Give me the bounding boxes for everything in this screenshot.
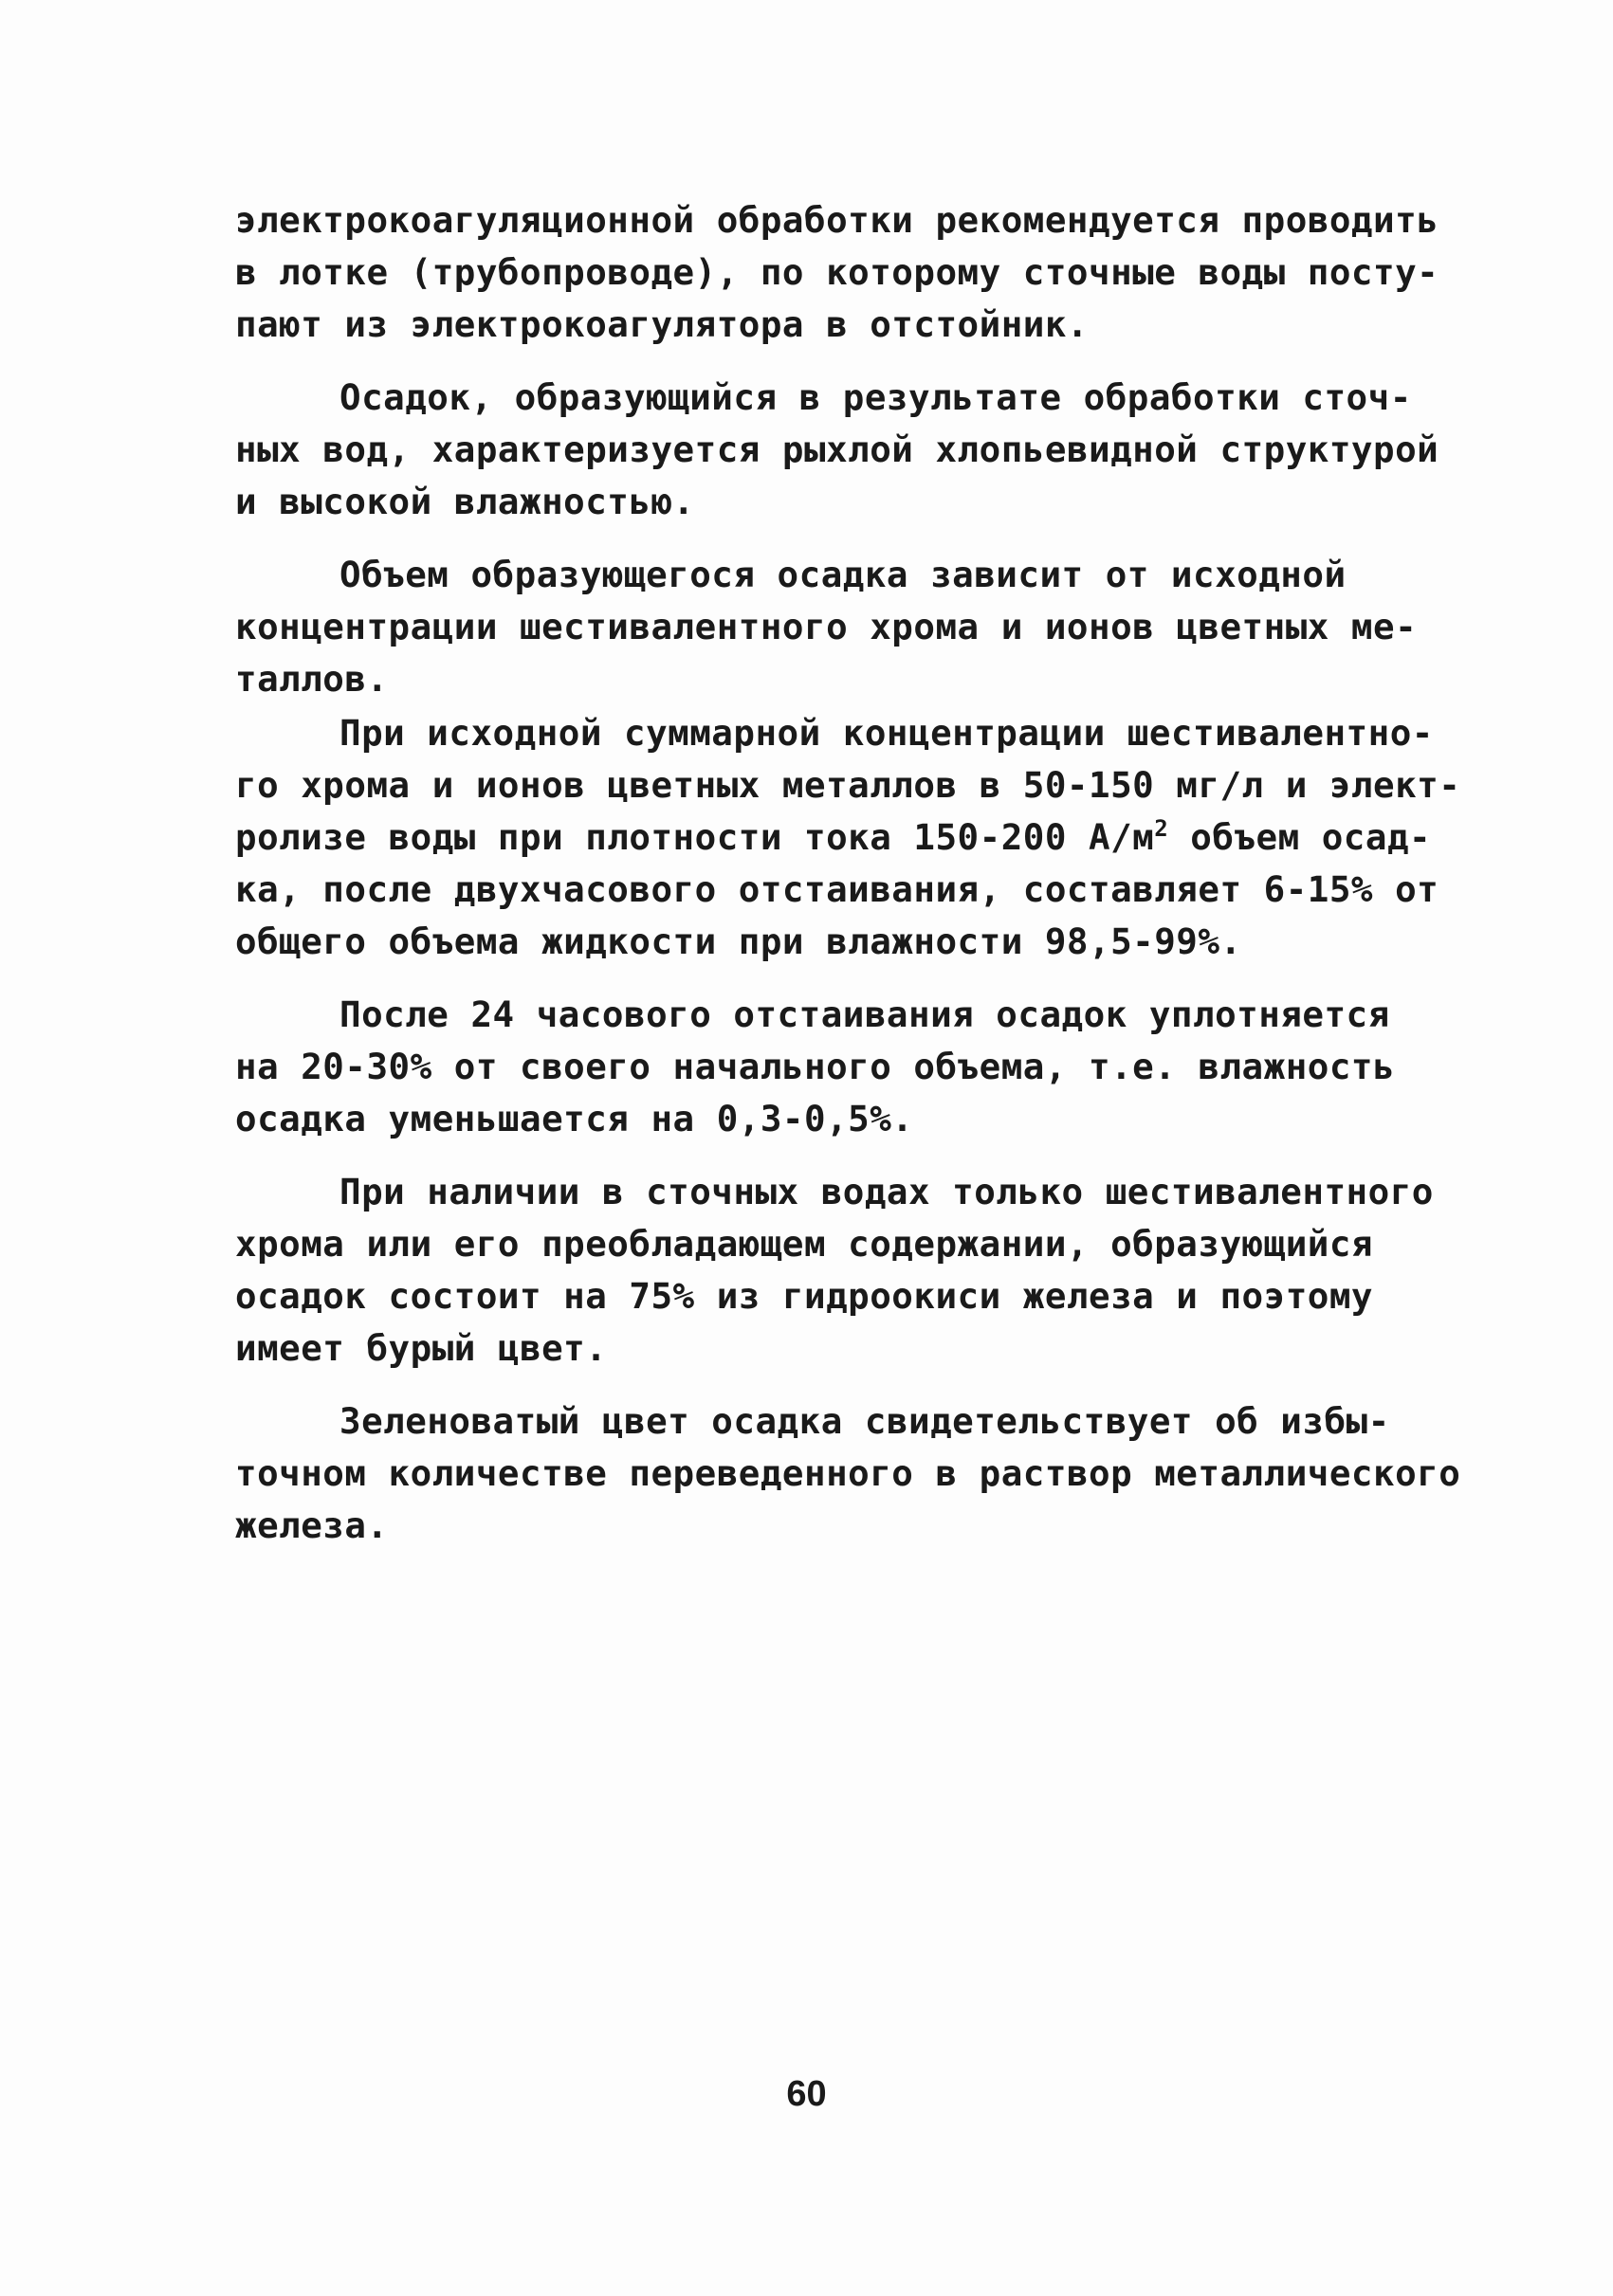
text-line: концентрации шестивалентного хрома и ионов цветных ме- — [235, 606, 1418, 647]
text-line: общего объема жидкости при влажности 98,5-99%. — [235, 920, 1242, 962]
text-line: и высокой влажностью. — [235, 481, 695, 522]
text-line: ка, после двухчасового отстаивания, составляет 6-15% от — [235, 868, 1439, 910]
page-number: 60 — [786, 2074, 827, 2114]
paragraph-4 — [235, 707, 1461, 968]
text-line — [235, 811, 1439, 864]
text-line: Осадок, образующийся в результате обработки сточ- — [339, 376, 1412, 418]
text-line-part: ролизе воды при плотности тока 150-200 А/м — [235, 816, 1155, 858]
text-line: После 24 часового отстаивания осадок уплотняется — [339, 993, 1390, 1035]
text-line: на 20-30% от своего начального объема, т.е. влажность — [235, 1046, 1396, 1087]
paragraph-5 — [235, 989, 1439, 1145]
text-line: ных вод, характеризуется рыхлой хлопьевидной структурой — [235, 428, 1439, 470]
paragraph-6 — [235, 1166, 1439, 1375]
text-line: таллов. — [235, 658, 389, 700]
paragraph-2 — [235, 372, 1439, 528]
paragraph-7 — [235, 1395, 1461, 1552]
text-line: хрома или его преобладающем содержании, образующийся — [235, 1223, 1373, 1265]
text-line: При исходной суммарной концентрации шестивалентно- — [339, 712, 1434, 754]
body-text — [235, 194, 1461, 1573]
text-line: осадок состоит на 75% из гидроокиси железа и поэтому — [235, 1275, 1373, 1317]
text-line: пают из электрокоагулятора в отстойник. — [235, 303, 1089, 345]
text-line: Зеленоватый цвет осадка свидетельствует об избы- — [339, 1400, 1390, 1442]
text-line-part: объем осад- — [1168, 816, 1432, 858]
text-line: электрокоагуляционной обработки рекомендуется проводить — [235, 199, 1439, 241]
text-line: го хрома и ионов цветных металлов в 50-150 мг/л и элект- — [235, 764, 1461, 806]
text-line: При наличии в сточных водах только шестивалентного — [339, 1171, 1434, 1212]
text-line: точном количестве переведенного в раствор металлического — [235, 1452, 1461, 1494]
superscript: 2 — [1154, 815, 1169, 842]
text-line: Объем образующегося осадка зависит от исходной — [339, 554, 1347, 595]
text-line: осадка уменьшается на 0,3-0,5%. — [235, 1098, 914, 1139]
paragraph-1 — [235, 194, 1439, 351]
text-line: железа. — [235, 1504, 389, 1546]
text-line: имеет бурый цвет. — [235, 1327, 608, 1369]
text-line: в лотке (трубопроводе), по которому сточные воды посту- — [235, 251, 1439, 293]
paragraph-3 — [235, 549, 1439, 705]
